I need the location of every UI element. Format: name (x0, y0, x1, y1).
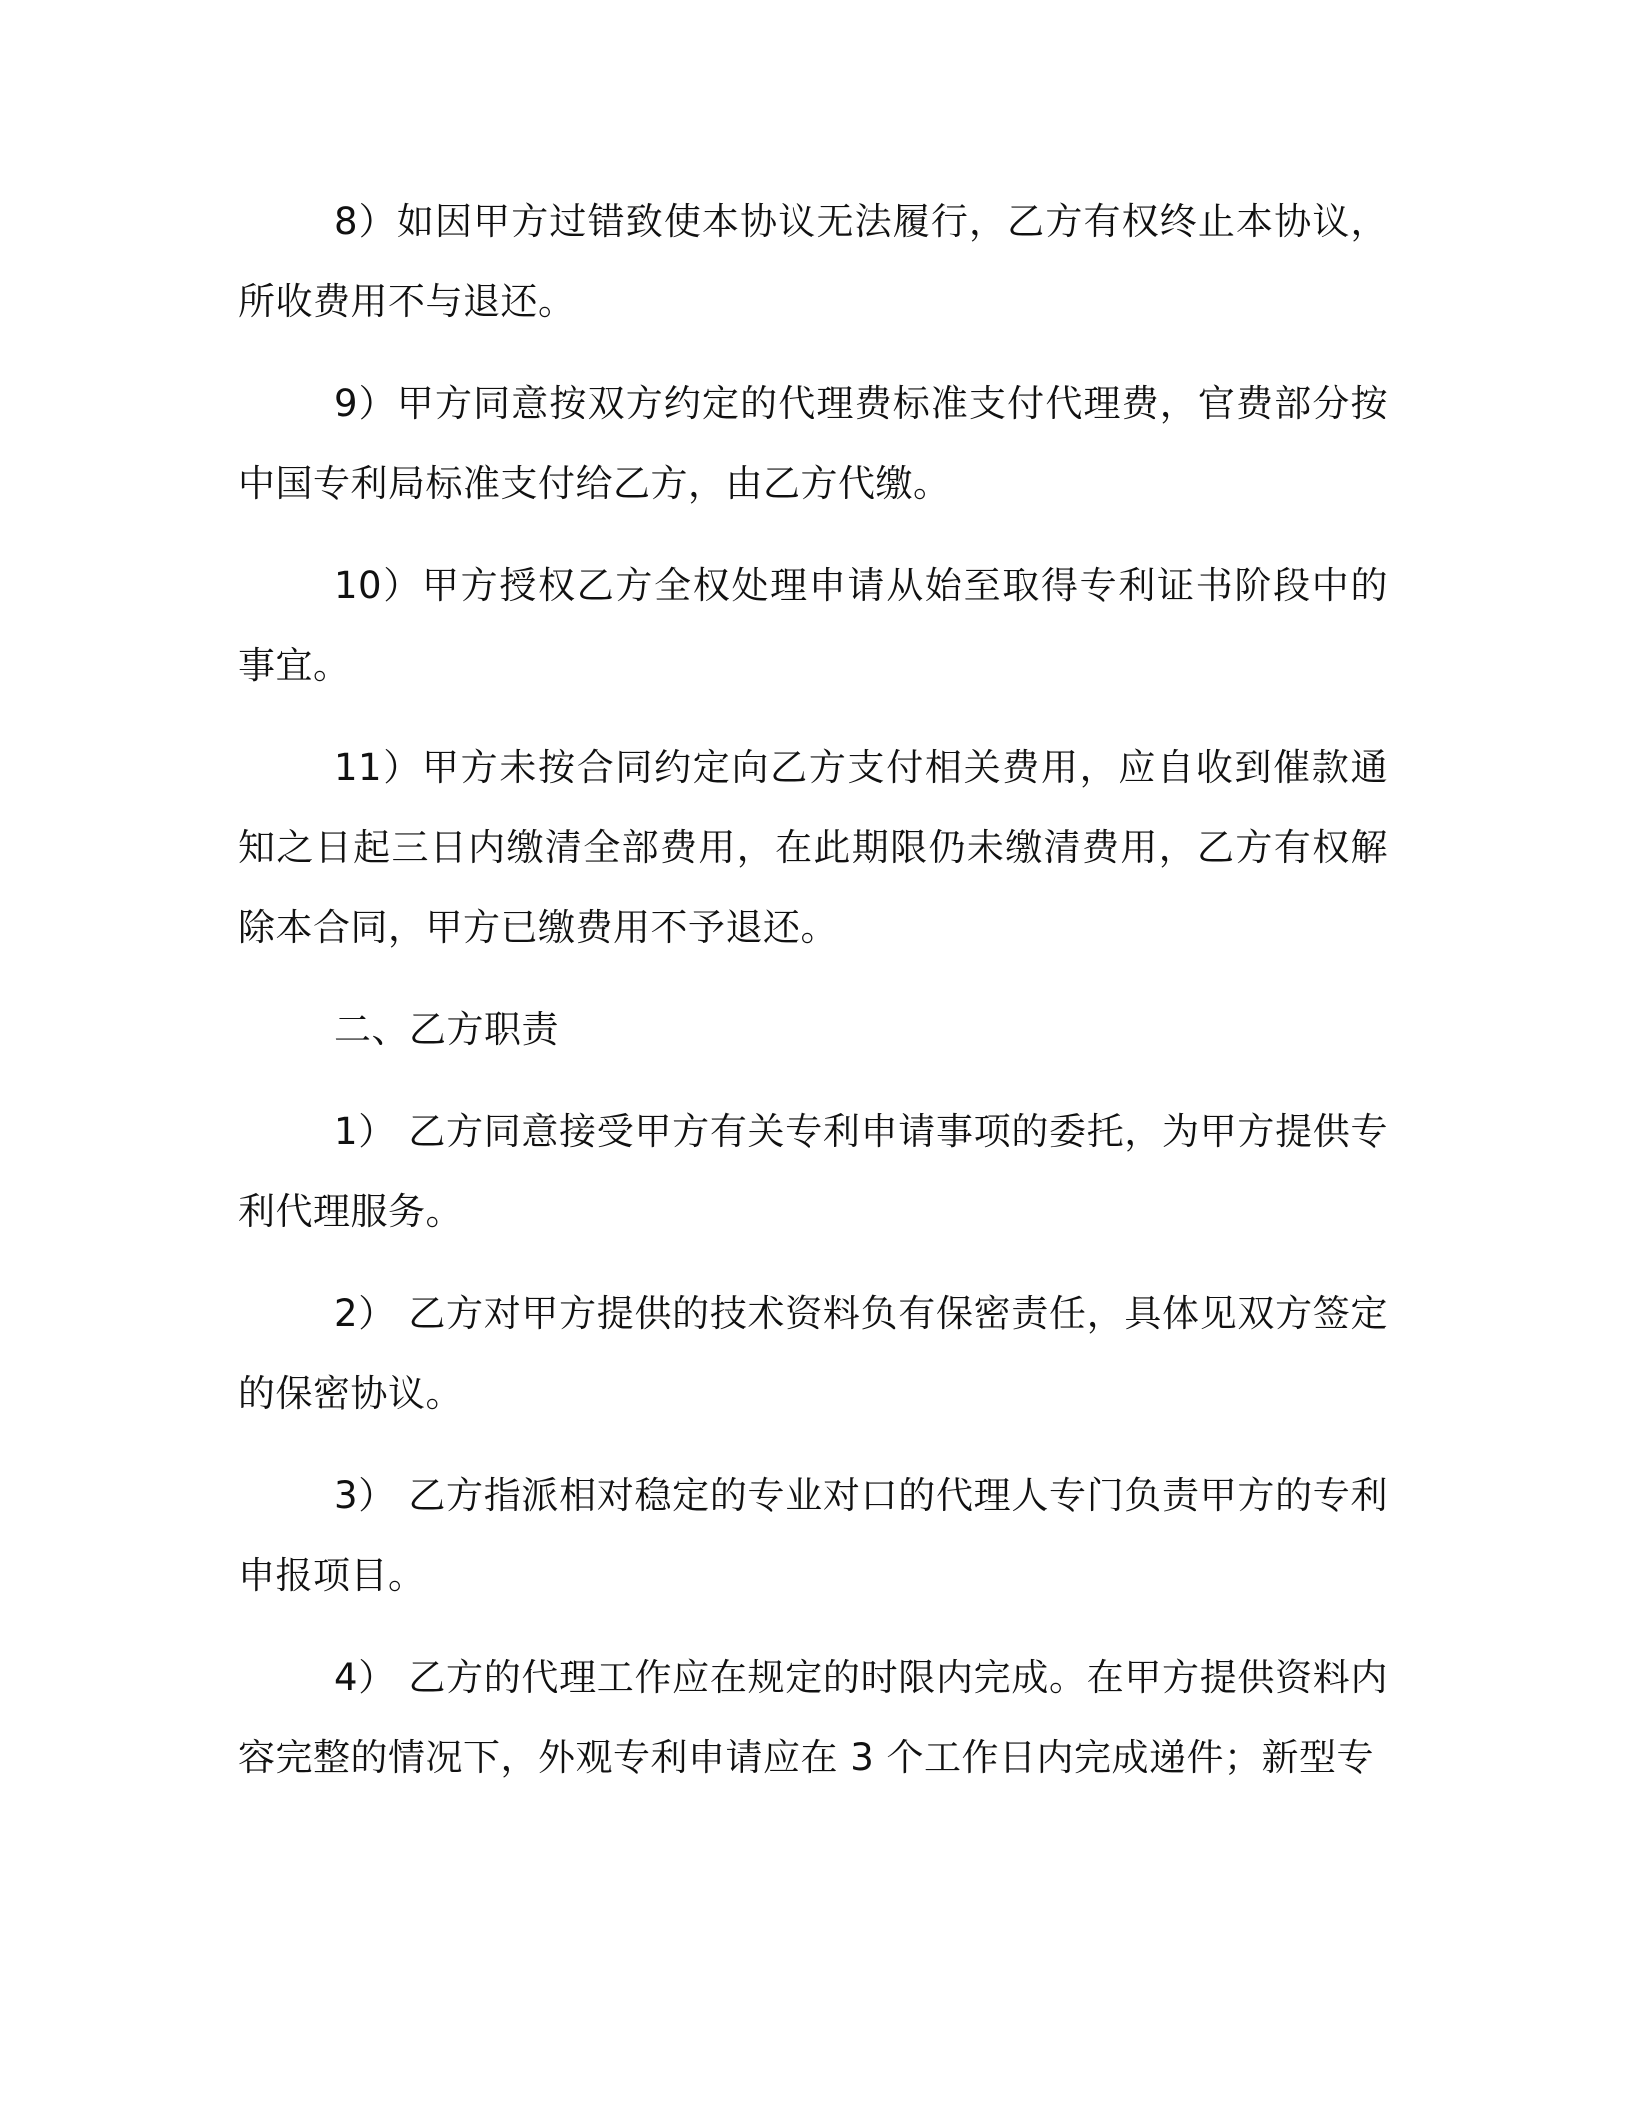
clause-11-paragraph: 11）甲方未按合同约定向乙方支付相关费用，应自收到催款通知之日起三日内缴清全部费用，在此期限仍未缴清费用，乙方有权解除本合同，甲方已缴费用不予退还。 (238, 746, 1388, 949)
clause-9-paragraph: 9）甲方同意按双方约定的代理费标准支付代理费，官费部分按中国专利局标准支付给乙方，由乙方代缴。 (238, 382, 1388, 505)
duty-2-paragraph: 2） 乙方对甲方提供的技术资料负有保密责任，具体见双方签定的保密协议。 (238, 1292, 1388, 1415)
clause-8-paragraph: 8）如因甲方过错致使本协议无法履行，乙方有权终止本协议，所收费用不与退还。 (238, 200, 1388, 323)
clause-10-paragraph: 10）甲方授权乙方全权处理申请从始至取得专利证书阶段中的事宜。 (238, 564, 1388, 687)
section-heading-party-b-duties: 二、乙方职责 (334, 1008, 559, 1051)
duty-3-paragraph: 3） 乙方指派相对稳定的专业对口的代理人专门负责甲方的专利申报项目。 (238, 1474, 1388, 1597)
duty-4-paragraph: 4） 乙方的代理工作应在规定的时限内完成。在甲方提供资料内容完整的情况下，外观专利申请应在 3 个工作日内完成递件；新型专 (238, 1656, 1388, 1779)
document-body (238, 182, 1388, 1820)
duty-1-paragraph: 1） 乙方同意接受甲方有关专利申请事项的委托，为甲方提供专利代理服务。 (238, 1110, 1388, 1233)
